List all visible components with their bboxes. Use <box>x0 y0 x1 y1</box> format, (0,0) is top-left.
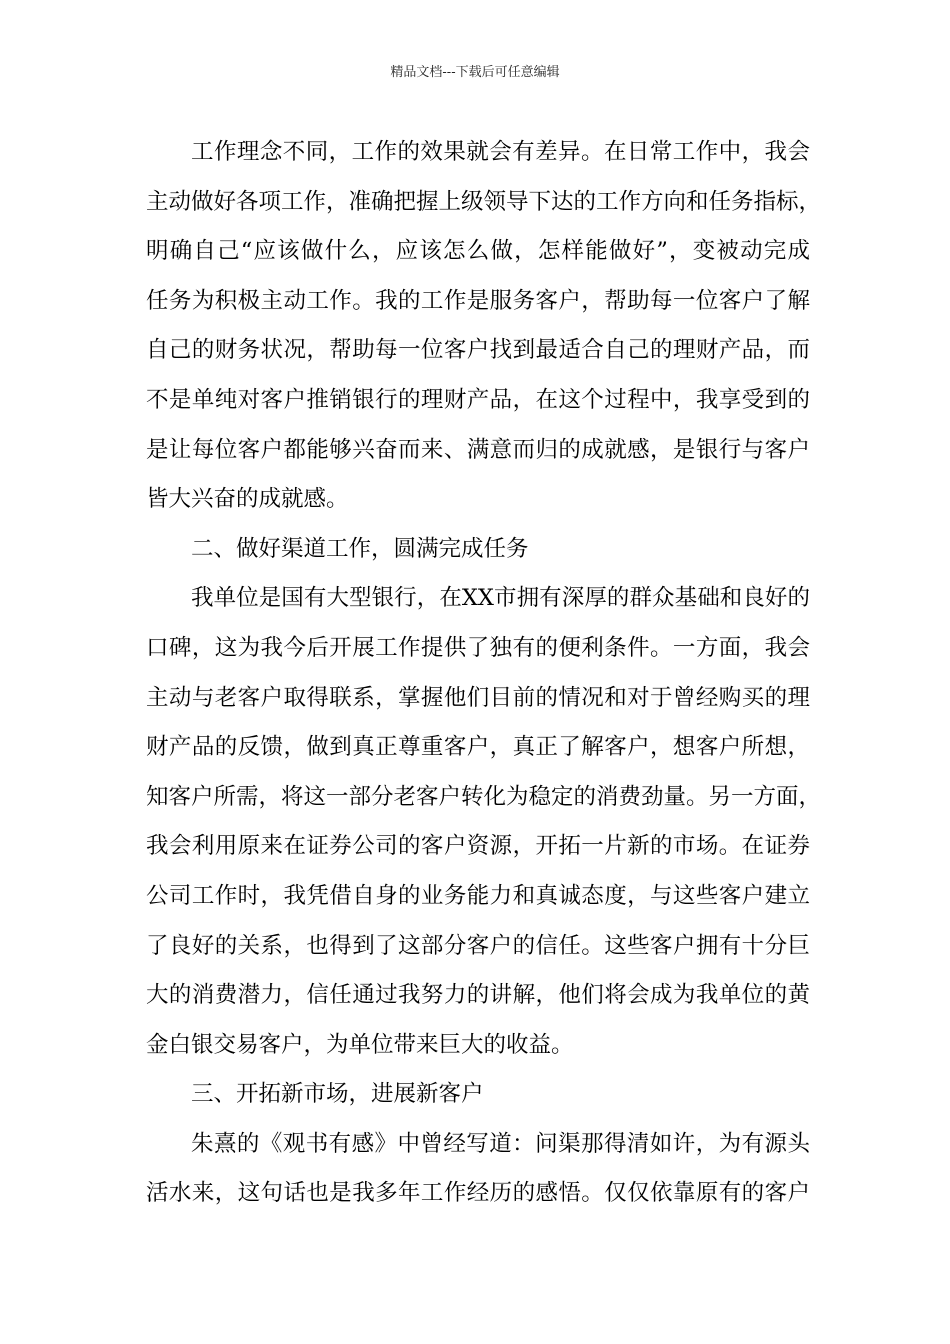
document-body <box>146 128 822 1219</box>
text-line: 任务为积极主动工作。我的工作是服务客户，帮助每一位客户了解 <box>146 287 810 314</box>
text-line: 大的消费潜力，信任通过我努力的讲解，他们将会成为我单位的黄 <box>146 982 810 1009</box>
text-line: 知客户所需，将这一部分老客户转化为稳定的消费劲量。另一方面， <box>146 783 822 810</box>
text-line: 自己的财务状况，帮助每一位客户找到最适合自己的理财产品，而 <box>146 337 810 364</box>
text-line: 主动与老客户取得联系，掌握他们目前的情况和对于曾经购买的理 <box>146 684 810 711</box>
text-line: 朱熹的《观书有感》中曾经写道：问渠那得清如许，为有源头 <box>191 1130 810 1157</box>
text-line: 明确自己“应该做什么，应该怎么做，怎样能做好”，变被动完成 <box>146 238 810 265</box>
text-line: 皆大兴奋的成就感。 <box>146 486 349 513</box>
section-heading: 三、开拓新市场，进展新客户 <box>191 1081 484 1108</box>
text-line: 金白银交易客户，为单位带来巨大的收益。 <box>146 1031 574 1058</box>
text-line: 活水来，这句话也是我多年工作经历的感悟。仅仅依靠原有的客户 <box>146 1180 810 1207</box>
page-header: 精品文档---下载后可任意编辑 <box>390 65 560 80</box>
section-heading: 二、做好渠道工作，圆满完成任务 <box>191 535 529 562</box>
text-line: 工作理念不同，工作的效果就会有差异。在日常工作中，我会 <box>191 139 810 165</box>
text-line: 主动做好各项工作，准确把握上级领导下达的工作方向和任务指标， <box>146 188 822 215</box>
text-line: 我单位是国有大型银行，在XX市拥有深厚的群众基础和良好的 <box>191 585 810 612</box>
text-line: 是让每位客户都能够兴奋而来、满意而归的成就感，是银行与客户 <box>146 436 810 463</box>
text-line: 口碑，这为我今后开展工作提供了独有的便利条件。一方面，我会 <box>146 634 810 661</box>
text-line: 不是单纯对客户推销银行的理财产品，在这个过程中，我享受到的 <box>146 386 810 413</box>
text-line: 公司工作时，我凭借自身的业务能力和真诚态度，与这些客户建立 <box>146 882 810 909</box>
text-line: 财产品的反馈，做到真正尊重客户，真正了解客户，想客户所想， <box>146 734 810 761</box>
text-line: 我会利用原来在证券公司的客户资源，开拓一片新的市场。在证券 <box>146 833 810 860</box>
text-line: 了良好的关系，也得到了这部分客户的信任。这些客户拥有十分巨 <box>146 932 810 959</box>
